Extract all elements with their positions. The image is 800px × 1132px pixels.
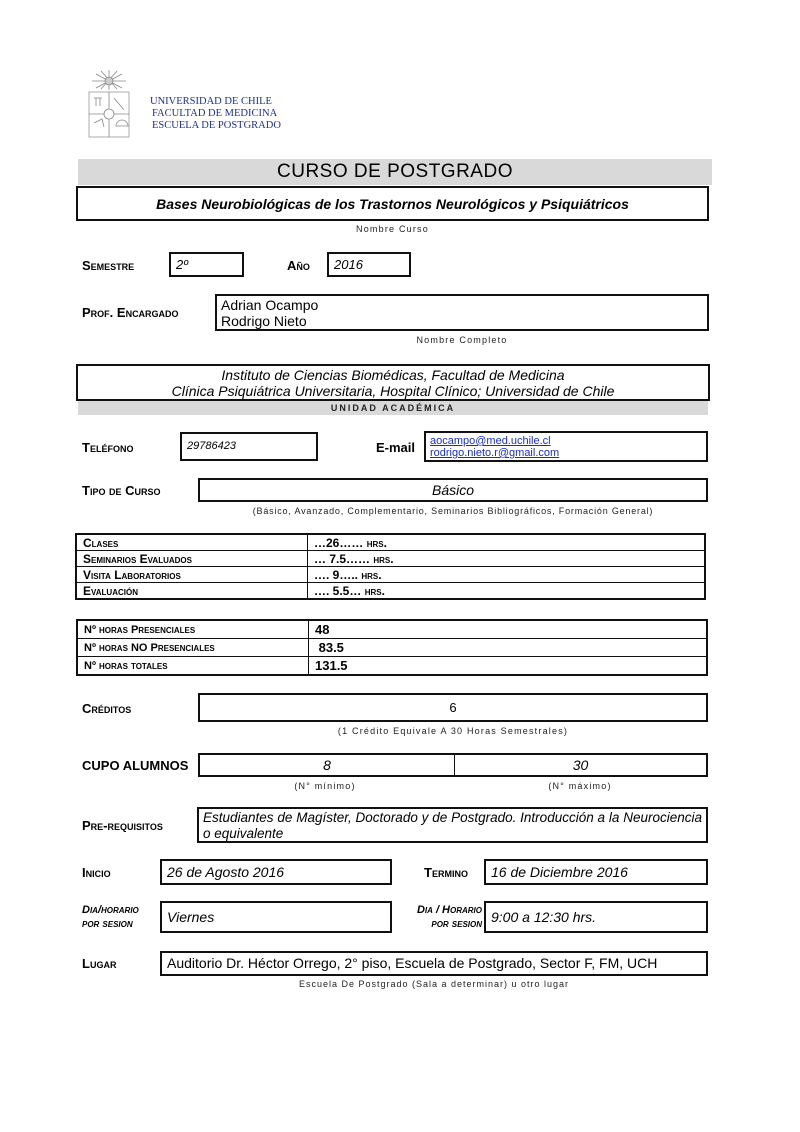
prof-name-2: Rodrigo Nieto xyxy=(221,313,307,329)
dia-horario-2-label xyxy=(398,903,482,931)
university-crest-icon xyxy=(84,68,134,143)
cupo-max-value: 30 xyxy=(572,757,589,773)
telefono-field[interactable] xyxy=(180,432,318,461)
lugar-field[interactable] xyxy=(160,951,708,976)
creditos-value: 6 xyxy=(449,700,457,715)
telefono-label: Teléfono xyxy=(82,440,134,455)
hours-value-evaluacion[interactable] xyxy=(308,583,706,600)
cupo-min-field[interactable] xyxy=(200,755,455,775)
dia-horario-2-value: 9:00 a 12:30 hrs. xyxy=(491,909,597,925)
table-row xyxy=(76,583,705,600)
telefono-value: 29786423 xyxy=(187,440,236,452)
hours-value-clases[interactable] xyxy=(308,534,706,551)
hours-unit: hrs. xyxy=(361,567,382,582)
cupo-min-caption: (N° mínimo) xyxy=(294,781,356,791)
page-title-text: CURSO DE POSTGRADO xyxy=(277,161,513,182)
termino-label: Termino xyxy=(424,865,468,880)
prerequisitos-field[interactable] xyxy=(197,807,708,843)
cupo-label: CUPO ALUMNOS xyxy=(82,758,189,773)
hours-label-seminarios: Seminarios Evaluados xyxy=(76,551,308,567)
hours-unit: hrs. xyxy=(373,551,394,566)
totals-label-no-presenciales: Nº horas NO Presenciales xyxy=(77,639,309,657)
hours-label-evaluacion: Evaluación xyxy=(76,583,308,600)
hours-value-text: … 7.5…… xyxy=(314,551,374,566)
table-row xyxy=(77,639,707,657)
semestre-value: 2º xyxy=(176,257,188,272)
anio-label: Año xyxy=(287,258,310,273)
unidad-line-1: Instituto de Ciencias Biomédicas, Facultad de Medicina xyxy=(221,367,565,383)
lugar-value: Auditorio Dr. Héctor Orrego, 2° piso, Escuela de Postgrado, Sector F, FM, UCH xyxy=(167,955,658,971)
email-field[interactable] xyxy=(424,431,708,462)
hours-value-visita[interactable] xyxy=(308,567,706,583)
hours-label-visita: Visita Laboratorios xyxy=(76,567,308,583)
inicio-field[interactable] xyxy=(160,859,392,885)
institution-line-university: UNIVERSIDAD DE CHILE xyxy=(150,96,272,107)
hours-value-text: …26…… xyxy=(314,535,367,550)
prof-caption: Nombre Completo xyxy=(416,335,508,345)
course-name-field[interactable] xyxy=(76,186,709,221)
termino-field[interactable] xyxy=(484,859,708,885)
dia-horario-1-label xyxy=(82,903,139,931)
institution-line-school: ESCUELA DE POSTGRADO xyxy=(152,120,281,131)
inicio-value: 26 de Agosto 2016 xyxy=(167,864,285,880)
lugar-label: Lugar xyxy=(82,956,117,971)
prerequisitos-value: Estudiantes de Magíster, Doctorado y de Postgrado. Introducción a la Neurociencia o equivalente xyxy=(203,810,702,841)
prerequisitos-label: Pre-requisitos xyxy=(82,818,163,833)
table-row xyxy=(77,657,707,676)
hours-value-seminarios[interactable] xyxy=(308,551,706,567)
creditos-label: Créditos xyxy=(82,701,132,716)
table-row xyxy=(77,620,707,639)
page-title xyxy=(78,159,712,185)
totals-value-presenciales[interactable]: 48 xyxy=(309,620,708,639)
dia-horario-1-label-line1: Dia/horario xyxy=(82,904,139,916)
tipo-curso-caption: (Básico, Avanzado, Complementario, Seminarios Bibliográficos, Formación General) xyxy=(252,506,654,516)
prof-label: Prof. Encargado xyxy=(82,305,179,320)
dia-horario-2-field[interactable] xyxy=(484,901,708,933)
dia-horario-2-label-line1: Dia / Horario xyxy=(416,904,482,916)
totals-label-presenciales: Nº horas Presenciales xyxy=(77,620,309,639)
institution-block xyxy=(150,96,330,132)
prof-name-1: Adrian Ocampo xyxy=(221,297,319,313)
semestre-field[interactable] xyxy=(169,252,244,277)
dia-horario-1-label-line2: por sesion xyxy=(82,918,133,930)
cupo-field xyxy=(198,753,708,777)
totals-value-totales[interactable]: 131.5 xyxy=(309,657,708,676)
anio-field[interactable] xyxy=(327,252,411,277)
hours-value-text: …. 5.5… xyxy=(314,583,365,598)
totals-value-no-presenciales[interactable]: 83.5 xyxy=(309,639,708,657)
email-link-1[interactable]: aocampo@med.uchile.cl xyxy=(430,435,551,447)
hours-table xyxy=(75,533,706,600)
tipo-curso-field[interactable] xyxy=(198,478,708,502)
institution-line-faculty: FACULTAD DE MEDICINA xyxy=(152,108,278,119)
lugar-caption: Escuela De Postgrado (Sala a determinar) u otro lugar xyxy=(298,979,570,989)
prof-field[interactable] xyxy=(215,294,709,331)
cupo-max-caption: (N° máximo) xyxy=(548,781,612,791)
table-row xyxy=(76,534,705,551)
course-name-value: Bases Neurobiológicas de los Trastornos Neurológicos y Psiquiátricos xyxy=(156,195,629,212)
unidad-caption: UNIDAD ACADÉMICA xyxy=(78,401,708,415)
course-name-caption: Nombre Curso xyxy=(356,224,429,234)
tipo-curso-value: Básico xyxy=(431,482,475,498)
inicio-label: Inicio xyxy=(82,865,111,880)
dia-horario-1-value: Viernes xyxy=(167,909,215,925)
dia-horario-2-label-line2: por sesion xyxy=(431,918,482,930)
table-row xyxy=(76,567,705,583)
cupo-min-value: 8 xyxy=(323,757,331,773)
hours-unit: hrs. xyxy=(366,535,387,550)
tipo-curso-label: Tipo de Curso xyxy=(82,483,161,498)
unidad-line-2: Clínica Psiquiátrica Universitaria, Hospital Clínico; Universidad de Chile xyxy=(171,383,615,399)
email-link-2[interactable]: rodrigo.nieto.r@gmail.com xyxy=(430,447,560,459)
cupo-max-field[interactable] xyxy=(455,755,706,775)
anio-value: 2016 xyxy=(334,257,363,272)
semestre-label: Semestre xyxy=(82,258,135,273)
hours-value-text: …. 9….. xyxy=(314,567,362,582)
hours-unit: hrs. xyxy=(364,583,385,598)
dia-horario-1-field[interactable] xyxy=(160,901,392,933)
unidad-field[interactable] xyxy=(76,364,710,401)
totals-label-totales: Nº horas totales xyxy=(77,657,309,676)
creditos-caption: (1 Crédito Equivale A 30 Horas Semestrales) xyxy=(337,726,569,736)
creditos-field[interactable] xyxy=(198,693,708,722)
termino-value: 16 de Diciembre 2016 xyxy=(491,864,628,880)
email-label: E-mail xyxy=(376,440,416,455)
table-row xyxy=(76,551,705,567)
totals-table xyxy=(76,619,708,676)
hours-label-clases: Clases xyxy=(76,534,308,551)
